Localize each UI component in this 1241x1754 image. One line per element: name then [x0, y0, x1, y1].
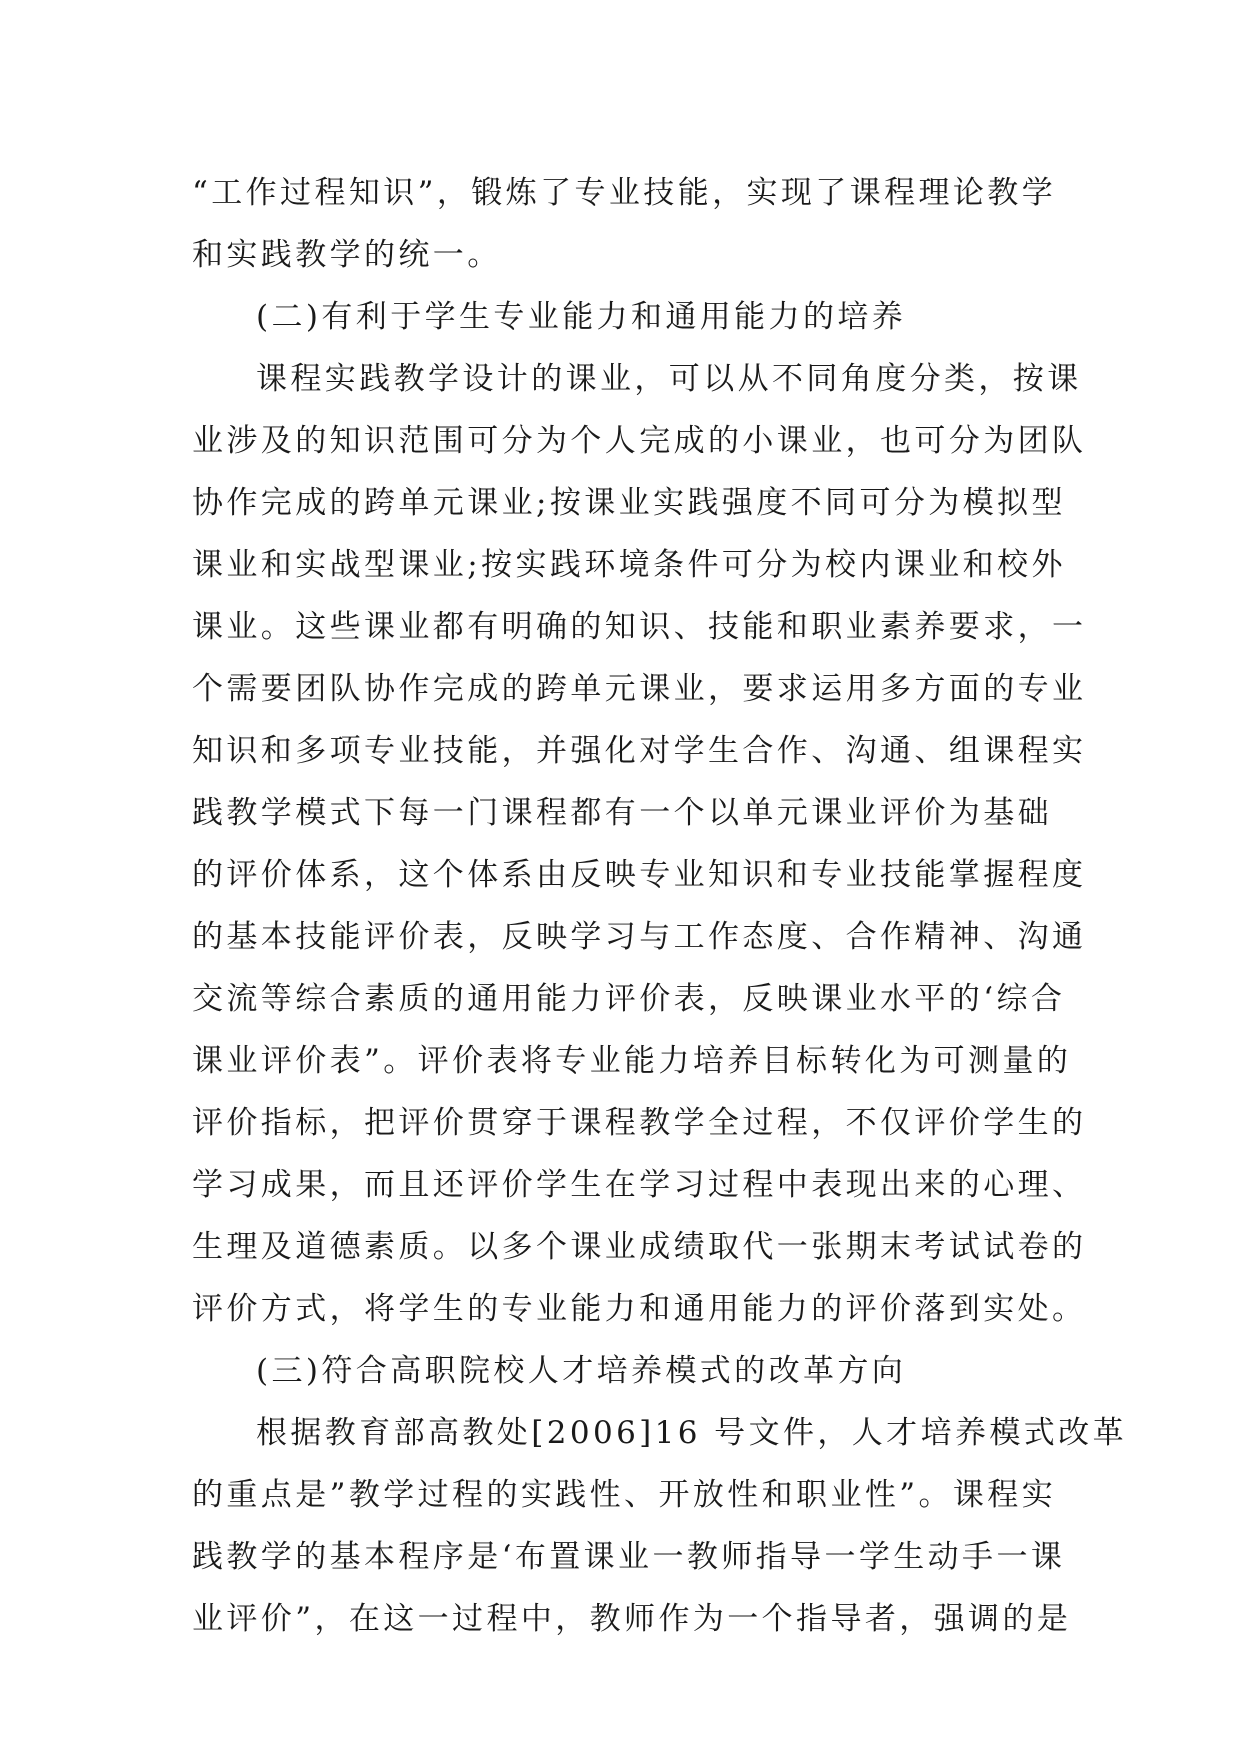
paragraph-line: 知识和多项专业技能，并强化对学生合作、沟通、组课程实 — [192, 733, 1087, 769]
paragraph-line: 个需要团队协作完成的跨单元课业，要求运用多方面的专业 — [192, 671, 1087, 707]
paragraph-line: 课业。这些课业都有明确的知识、技能和职业素养要求，一 — [192, 609, 1087, 645]
section-heading: (二)有利于学生专业能力和通用能力的培养 — [256, 299, 907, 335]
paragraph-line: 和实践教学的统一。 — [192, 237, 502, 273]
paragraph-line: 的基本技能评价表，反映学习与工作态度、合作精神、沟通 — [192, 919, 1087, 955]
paragraph-line: 业评价”，在这一过程中，教师作为一个指导者，强调的是 — [192, 1601, 1072, 1637]
paragraph-line: 的重点是”教学过程的实践性、开放性和职业性”。课程实 — [192, 1477, 1057, 1513]
paragraph-line: 评价方式，将学生的专业能力和通用能力的评价落到实处。 — [192, 1291, 1087, 1327]
paragraph-line: 业涉及的知识范围可分为个人完成的小课业，也可分为团队 — [192, 423, 1087, 459]
paragraph-line: 课程实践教学设计的课业，可以从不同角度分类，按课 — [256, 361, 1082, 397]
paragraph-line: 根据教育部高教处[2006]16 号文件，人才培养模式改革 — [256, 1415, 1127, 1451]
document-body — [192, 162, 1127, 1650]
paragraph-line: 践教学的基本程序是‘布置课业一教师指导一学生动手一课 — [192, 1539, 1066, 1575]
paragraph-line: 交流等综合素质的通用能力评价表，反映课业水平的‘综合 — [192, 981, 1066, 1017]
paragraph-line: 课业和实战型课业;按实践环境条件可分为校内课业和校外 — [192, 547, 1066, 583]
paragraph-line: “工作过程知识”，锻炼了专业技能，实现了课程理论教学 — [192, 175, 1057, 211]
paragraph-line: 课业评价表”。评价表将专业能力培养目标转化为可测量的 — [192, 1043, 1072, 1079]
paragraph-line: 评价指标，把评价贯穿于课程教学全过程，不仅评价学生的 — [192, 1105, 1087, 1141]
paragraph-line: 的评价体系，这个体系由反映专业知识和专业技能掌握程度 — [192, 857, 1087, 893]
paragraph-line: 协作完成的跨单元课业;按课业实践强度不同可分为模拟型 — [192, 485, 1066, 521]
paragraph-line: 践教学模式下每一门课程都有一个以单元课业评价为基础 — [192, 795, 1052, 831]
section-heading: (三)符合高职院校人才培养模式的改革方向 — [256, 1353, 907, 1389]
paragraph-line: 生理及道德素质。以多个课业成绩取代一张期末考试试卷的 — [192, 1229, 1087, 1265]
paragraph-line: 学习成果，而且还评价学生在学习过程中表现出来的心理、 — [192, 1167, 1087, 1203]
